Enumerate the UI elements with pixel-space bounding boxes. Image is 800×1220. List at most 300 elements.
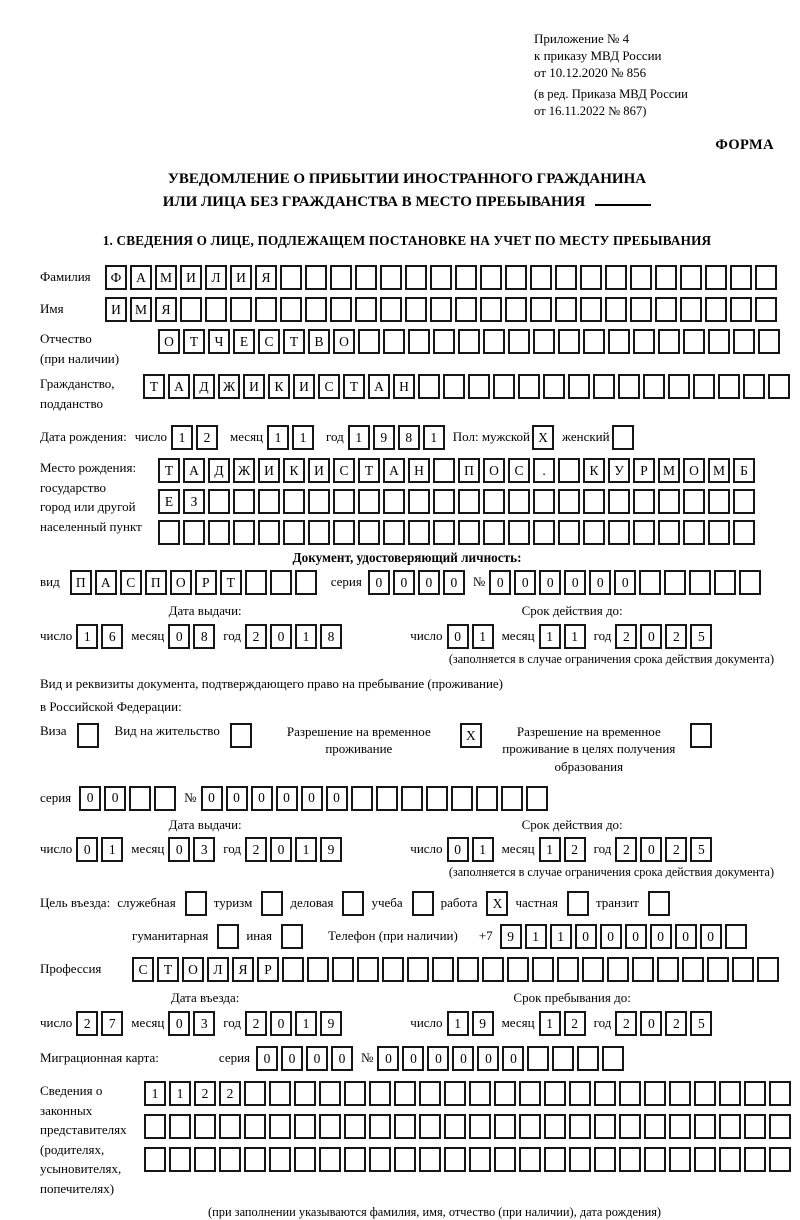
citizenship-cell[interactable]: Ж (218, 374, 240, 399)
representative-cell[interactable] (744, 1147, 766, 1172)
citizenship-cell[interactable] (518, 374, 540, 399)
birthplace-cell[interactable]: У (608, 458, 630, 483)
representative-cell[interactable] (294, 1114, 316, 1139)
doc-vid-cell[interactable]: А (95, 570, 117, 595)
profession-cell[interactable] (682, 957, 704, 982)
purpose-business-checkbox[interactable] (342, 891, 364, 916)
citizenship-cell[interactable] (693, 374, 715, 399)
phone-digit-cell[interactable]: 0 (600, 924, 622, 949)
passport-valid-year-cell[interactable]: 0 (640, 624, 662, 649)
stay-year-cell[interactable]: 2 (665, 1011, 687, 1036)
name-cell[interactable] (280, 297, 302, 322)
representative-cell[interactable] (769, 1081, 791, 1106)
patronymic-cell[interactable] (733, 329, 755, 354)
patronymic-cell[interactable] (658, 329, 680, 354)
profession-cell[interactable] (607, 957, 629, 982)
stay-day-cell[interactable]: 9 (472, 1011, 494, 1036)
doc-number-cell[interactable] (739, 570, 761, 595)
profession-cell[interactable] (482, 957, 504, 982)
birthplace-cell[interactable] (183, 520, 205, 545)
name-cell[interactable] (505, 297, 527, 322)
phone-digit-cell[interactable]: 0 (575, 924, 597, 949)
citizenship-cell[interactable]: А (368, 374, 390, 399)
representative-cell[interactable] (169, 1147, 191, 1172)
residence-number-cell[interactable] (526, 786, 548, 811)
representative-cell[interactable] (144, 1147, 166, 1172)
name-cell[interactable] (530, 297, 552, 322)
name-cell[interactable] (555, 297, 577, 322)
migration-number-cell[interactable] (602, 1046, 624, 1071)
phone-digit-cell[interactable]: 9 (500, 924, 522, 949)
profession-cell[interactable] (382, 957, 404, 982)
representative-cell[interactable] (469, 1114, 491, 1139)
surname-cell[interactable] (555, 265, 577, 290)
birthplace-cell[interactable]: Б (733, 458, 755, 483)
passport-issue-month-cell[interactable]: 8 (193, 624, 215, 649)
birthplace-cell[interactable] (433, 520, 455, 545)
representative-cell[interactable] (269, 1147, 291, 1172)
name-cell[interactable] (705, 297, 727, 322)
birthplace-cell[interactable] (208, 489, 230, 514)
representative-cell[interactable] (344, 1147, 366, 1172)
entry-month-cell[interactable]: 3 (193, 1011, 215, 1036)
birthplace-cell[interactable] (358, 520, 380, 545)
birthplace-cell[interactable] (683, 520, 705, 545)
migration-number-cell[interactable]: 0 (452, 1046, 474, 1071)
representative-cell[interactable] (519, 1114, 541, 1139)
birthplace-cell[interactable] (208, 520, 230, 545)
representative-cell[interactable] (494, 1114, 516, 1139)
surname-cell[interactable] (705, 265, 727, 290)
migration-number-cell[interactable]: 0 (502, 1046, 524, 1071)
representative-cell[interactable] (419, 1147, 441, 1172)
birthplace-cell[interactable] (308, 489, 330, 514)
residence-issue-year-cell[interactable]: 9 (320, 837, 342, 862)
name-cell[interactable] (230, 297, 252, 322)
representative-cell[interactable] (694, 1081, 716, 1106)
birth-month-cell[interactable]: 1 (292, 425, 314, 450)
passport-issue-day-cell[interactable]: 1 (76, 624, 98, 649)
residence-permit-checkbox[interactable] (230, 723, 252, 748)
surname-cell[interactable] (605, 265, 627, 290)
representative-cell[interactable] (719, 1147, 741, 1172)
surname-cell[interactable] (305, 265, 327, 290)
migration-number-cell[interactable]: 0 (402, 1046, 424, 1071)
citizenship-cell[interactable]: Н (393, 374, 415, 399)
gender-female-checkbox[interactable] (612, 425, 634, 450)
birthplace-cell[interactable]: Н (408, 458, 430, 483)
birthplace-cell[interactable] (633, 489, 655, 514)
doc-vid-cell[interactable]: Р (195, 570, 217, 595)
name-cell[interactable] (255, 297, 277, 322)
purpose-private-checkbox[interactable] (567, 891, 589, 916)
representative-cell[interactable] (369, 1081, 391, 1106)
representative-cell[interactable] (594, 1081, 616, 1106)
doc-vid-cell[interactable]: Т (220, 570, 242, 595)
birthplace-cell[interactable] (558, 520, 580, 545)
representative-cell[interactable] (519, 1147, 541, 1172)
representative-cell[interactable]: 2 (194, 1081, 216, 1106)
surname-cell[interactable]: А (130, 265, 152, 290)
purpose-work-checkbox[interactable]: X (486, 891, 508, 916)
representative-cell[interactable] (194, 1114, 216, 1139)
name-cell[interactable] (655, 297, 677, 322)
citizenship-cell[interactable] (743, 374, 765, 399)
representative-cell[interactable] (669, 1081, 691, 1106)
purpose-official-checkbox[interactable] (185, 891, 207, 916)
representative-cell[interactable] (344, 1081, 366, 1106)
residence-issue-day-cell[interactable]: 0 (76, 837, 98, 862)
visa-checkbox[interactable] (77, 723, 99, 748)
birth-month-cell[interactable]: 1 (267, 425, 289, 450)
doc-number-cell[interactable]: 0 (589, 570, 611, 595)
profession-cell[interactable]: Т (157, 957, 179, 982)
representative-cell[interactable] (544, 1114, 566, 1139)
doc-number-cell[interactable]: 0 (539, 570, 561, 595)
phone-digit-cell[interactable]: 1 (525, 924, 547, 949)
name-cell[interactable] (580, 297, 602, 322)
entry-day-cell[interactable]: 2 (76, 1011, 98, 1036)
phone-digit-cell[interactable]: 0 (700, 924, 722, 949)
profession-cell[interactable]: Л (207, 957, 229, 982)
name-cell[interactable] (205, 297, 227, 322)
entry-year-cell[interactable]: 0 (270, 1011, 292, 1036)
birthplace-cell[interactable] (258, 520, 280, 545)
representative-cell[interactable] (569, 1114, 591, 1139)
representative-cell[interactable] (319, 1147, 341, 1172)
representative-cell[interactable] (669, 1114, 691, 1139)
birthplace-cell[interactable] (233, 489, 255, 514)
entry-year-cell[interactable]: 2 (245, 1011, 267, 1036)
name-cell[interactable] (730, 297, 752, 322)
representative-cell[interactable] (269, 1114, 291, 1139)
surname-cell[interactable] (455, 265, 477, 290)
doc-number-cell[interactable]: 0 (614, 570, 636, 595)
name-cell[interactable] (180, 297, 202, 322)
birthplace-cell[interactable] (583, 489, 605, 514)
passport-valid-year-cell[interactable]: 2 (665, 624, 687, 649)
birthplace-cell[interactable] (258, 489, 280, 514)
patronymic-cell[interactable]: Т (283, 329, 305, 354)
birthplace-cell[interactable]: А (383, 458, 405, 483)
surname-cell[interactable] (630, 265, 652, 290)
doc-series-cell[interactable]: 0 (418, 570, 440, 595)
representative-cell[interactable] (369, 1147, 391, 1172)
name-cell[interactable] (330, 297, 352, 322)
citizenship-cell[interactable] (468, 374, 490, 399)
profession-cell[interactable] (557, 957, 579, 982)
name-cell[interactable] (680, 297, 702, 322)
birthplace-cell[interactable]: А (183, 458, 205, 483)
birthplace-cell[interactable] (233, 520, 255, 545)
residence-valid-year-cell[interactable]: 2 (615, 837, 637, 862)
patronymic-cell[interactable]: О (158, 329, 180, 354)
citizenship-cell[interactable] (493, 374, 515, 399)
birthplace-cell[interactable] (658, 520, 680, 545)
passport-valid-day-cell[interactable]: 0 (447, 624, 469, 649)
stay-day-cell[interactable]: 1 (447, 1011, 469, 1036)
residence-valid-day-cell[interactable]: 0 (447, 837, 469, 862)
name-cell[interactable]: И (105, 297, 127, 322)
representative-cell[interactable]: 1 (144, 1081, 166, 1106)
birth-day-cell[interactable]: 2 (196, 425, 218, 450)
passport-valid-year-cell[interactable]: 2 (615, 624, 637, 649)
surname-cell[interactable] (530, 265, 552, 290)
doc-number-cell[interactable] (689, 570, 711, 595)
patronymic-cell[interactable] (558, 329, 580, 354)
profession-cell[interactable]: С (132, 957, 154, 982)
surname-cell[interactable] (380, 265, 402, 290)
citizenship-cell[interactable] (718, 374, 740, 399)
birthplace-cell[interactable]: С (333, 458, 355, 483)
birthplace-cell[interactable] (633, 520, 655, 545)
representative-cell[interactable] (769, 1114, 791, 1139)
representative-cell[interactable] (694, 1147, 716, 1172)
gender-male-checkbox[interactable]: X (532, 425, 554, 450)
birthplace-cell[interactable]: О (483, 458, 505, 483)
doc-vid-cell[interactable]: О (170, 570, 192, 595)
citizenship-cell[interactable] (418, 374, 440, 399)
patronymic-cell[interactable] (483, 329, 505, 354)
migration-number-cell[interactable]: 0 (477, 1046, 499, 1071)
birthplace-cell[interactable] (608, 520, 630, 545)
stay-month-cell[interactable]: 2 (564, 1011, 586, 1036)
birthplace-cell[interactable] (408, 489, 430, 514)
residence-issue-month-cell[interactable]: 3 (193, 837, 215, 862)
representative-cell[interactable]: 1 (169, 1081, 191, 1106)
patronymic-cell[interactable] (408, 329, 430, 354)
birthplace-cell[interactable] (708, 489, 730, 514)
entry-day-cell[interactable]: 7 (101, 1011, 123, 1036)
residence-issue-month-cell[interactable]: 0 (168, 837, 190, 862)
citizenship-cell[interactable] (668, 374, 690, 399)
migration-number-cell[interactable] (577, 1046, 599, 1071)
doc-vid-cell[interactable] (245, 570, 267, 595)
surname-cell[interactable] (730, 265, 752, 290)
patronymic-cell[interactable]: В (308, 329, 330, 354)
birthplace-cell[interactable]: И (308, 458, 330, 483)
profession-cell[interactable] (457, 957, 479, 982)
doc-number-cell[interactable] (639, 570, 661, 595)
birthplace-cell[interactable]: Т (358, 458, 380, 483)
residence-number-cell[interactable] (401, 786, 423, 811)
purpose-humanitarian-checkbox[interactable] (217, 924, 239, 949)
representative-cell[interactable] (494, 1147, 516, 1172)
passport-issue-year-cell[interactable]: 1 (295, 624, 317, 649)
birthplace-cell[interactable]: И (258, 458, 280, 483)
representative-cell[interactable] (219, 1114, 241, 1139)
representative-cell[interactable] (719, 1114, 741, 1139)
birthplace-cell[interactable]: Д (208, 458, 230, 483)
surname-cell[interactable] (430, 265, 452, 290)
stay-month-cell[interactable]: 1 (539, 1011, 561, 1036)
citizenship-cell[interactable]: К (268, 374, 290, 399)
representative-cell[interactable] (644, 1147, 666, 1172)
residence-number-cell[interactable]: 0 (226, 786, 248, 811)
doc-vid-cell[interactable]: П (145, 570, 167, 595)
phone-digit-cell[interactable]: 0 (675, 924, 697, 949)
residence-issue-year-cell[interactable]: 1 (295, 837, 317, 862)
birthplace-cell[interactable] (283, 520, 305, 545)
birthplace-cell[interactable]: Ж (233, 458, 255, 483)
representative-cell[interactable] (444, 1081, 466, 1106)
representative-cell[interactable] (619, 1147, 641, 1172)
citizenship-cell[interactable]: Т (343, 374, 365, 399)
citizenship-cell[interactable] (543, 374, 565, 399)
surname-cell[interactable] (680, 265, 702, 290)
phone-digit-cell[interactable]: 0 (650, 924, 672, 949)
representative-cell[interactable] (569, 1147, 591, 1172)
residence-valid-month-cell[interactable]: 2 (564, 837, 586, 862)
purpose-tourism-checkbox[interactable] (261, 891, 283, 916)
representative-cell[interactable] (594, 1114, 616, 1139)
birthplace-cell[interactable] (433, 489, 455, 514)
representative-cell[interactable] (394, 1147, 416, 1172)
doc-series-cell[interactable]: 0 (393, 570, 415, 595)
residence-number-cell[interactable] (426, 786, 448, 811)
profession-cell[interactable] (657, 957, 679, 982)
birth-year-cell[interactable]: 1 (348, 425, 370, 450)
doc-number-cell[interactable]: 0 (514, 570, 536, 595)
patronymic-cell[interactable] (758, 329, 780, 354)
citizenship-cell[interactable]: С (318, 374, 340, 399)
surname-cell[interactable]: Л (205, 265, 227, 290)
doc-vid-cell[interactable] (270, 570, 292, 595)
passport-valid-year-cell[interactable]: 5 (690, 624, 712, 649)
birthplace-cell[interactable] (358, 489, 380, 514)
residence-valid-year-cell[interactable]: 2 (665, 837, 687, 862)
surname-cell[interactable]: М (155, 265, 177, 290)
birthplace-cell[interactable] (333, 489, 355, 514)
migration-number-cell[interactable] (527, 1046, 549, 1071)
doc-number-cell[interactable]: 0 (564, 570, 586, 595)
doc-series-cell[interactable]: 0 (443, 570, 465, 595)
profession-cell[interactable] (507, 957, 529, 982)
surname-cell[interactable] (330, 265, 352, 290)
profession-cell[interactable] (332, 957, 354, 982)
birthplace-cell[interactable]: Е (158, 489, 180, 514)
birthplace-cell[interactable] (458, 520, 480, 545)
entry-year-cell[interactable]: 1 (295, 1011, 317, 1036)
phone-digit-cell[interactable] (725, 924, 747, 949)
profession-cell[interactable]: О (182, 957, 204, 982)
representative-cell[interactable] (569, 1081, 591, 1106)
citizenship-cell[interactable] (568, 374, 590, 399)
surname-cell[interactable]: Я (255, 265, 277, 290)
citizenship-cell[interactable] (768, 374, 790, 399)
representative-cell[interactable] (669, 1147, 691, 1172)
birthplace-cell[interactable] (483, 520, 505, 545)
representative-cell[interactable] (369, 1114, 391, 1139)
birthplace-cell[interactable] (608, 489, 630, 514)
surname-cell[interactable] (480, 265, 502, 290)
birthplace-cell[interactable] (533, 489, 555, 514)
migration-number-cell[interactable] (552, 1046, 574, 1071)
representative-cell[interactable] (444, 1114, 466, 1139)
birthplace-cell[interactable] (683, 489, 705, 514)
residence-valid-year-cell[interactable]: 0 (640, 837, 662, 862)
migration-number-cell[interactable]: 0 (427, 1046, 449, 1071)
birthplace-cell[interactable]: М (708, 458, 730, 483)
passport-valid-month-cell[interactable]: 1 (564, 624, 586, 649)
name-cell[interactable] (380, 297, 402, 322)
purpose-study-checkbox[interactable] (412, 891, 434, 916)
profession-cell[interactable] (582, 957, 604, 982)
entry-month-cell[interactable]: 0 (168, 1011, 190, 1036)
residence-number-cell[interactable] (476, 786, 498, 811)
birthplace-cell[interactable] (408, 520, 430, 545)
representative-cell[interactable] (444, 1147, 466, 1172)
residence-series-cell[interactable]: 0 (79, 786, 101, 811)
birthplace-cell[interactable] (658, 489, 680, 514)
patronymic-cell[interactable]: С (258, 329, 280, 354)
representative-cell[interactable] (519, 1081, 541, 1106)
name-cell[interactable] (755, 297, 777, 322)
representative-cell[interactable] (169, 1114, 191, 1139)
birthplace-cell[interactable]: П (458, 458, 480, 483)
passport-issue-day-cell[interactable]: 6 (101, 624, 123, 649)
profession-cell[interactable] (357, 957, 379, 982)
representative-cell[interactable] (344, 1114, 366, 1139)
name-cell[interactable] (305, 297, 327, 322)
doc-vid-cell[interactable]: П (70, 570, 92, 595)
surname-cell[interactable]: И (180, 265, 202, 290)
birth-year-cell[interactable]: 8 (398, 425, 420, 450)
patronymic-cell[interactable] (533, 329, 555, 354)
birth-year-cell[interactable]: 1 (423, 425, 445, 450)
profession-cell[interactable] (307, 957, 329, 982)
patronymic-cell[interactable] (633, 329, 655, 354)
birthplace-cell[interactable] (383, 489, 405, 514)
birthplace-cell[interactable] (483, 489, 505, 514)
surname-cell[interactable]: Ф (105, 265, 127, 290)
stay-year-cell[interactable]: 2 (615, 1011, 637, 1036)
doc-vid-cell[interactable] (295, 570, 317, 595)
stay-year-cell[interactable]: 0 (640, 1011, 662, 1036)
name-cell[interactable] (430, 297, 452, 322)
birthplace-cell[interactable]: К (283, 458, 305, 483)
representative-cell[interactable] (319, 1081, 341, 1106)
temp-residence-education-checkbox[interactable] (690, 723, 712, 748)
representative-cell[interactable] (294, 1147, 316, 1172)
purpose-other-checkbox[interactable] (281, 924, 303, 949)
birthplace-cell[interactable] (283, 489, 305, 514)
passport-issue-year-cell[interactable]: 0 (270, 624, 292, 649)
profession-cell[interactable] (407, 957, 429, 982)
birthplace-cell[interactable] (158, 520, 180, 545)
name-cell[interactable] (405, 297, 427, 322)
temp-residence-checkbox[interactable]: X (460, 723, 482, 748)
patronymic-cell[interactable] (708, 329, 730, 354)
doc-number-cell[interactable] (714, 570, 736, 595)
representative-cell[interactable] (419, 1081, 441, 1106)
representative-cell[interactable] (744, 1114, 766, 1139)
representative-cell[interactable] (619, 1114, 641, 1139)
surname-cell[interactable] (655, 265, 677, 290)
doc-number-cell[interactable]: 0 (489, 570, 511, 595)
residence-number-cell[interactable]: 0 (251, 786, 273, 811)
residence-number-cell[interactable]: 0 (201, 786, 223, 811)
representative-cell[interactable]: 2 (219, 1081, 241, 1106)
representative-cell[interactable] (769, 1147, 791, 1172)
doc-number-cell[interactable] (664, 570, 686, 595)
representative-cell[interactable] (694, 1114, 716, 1139)
birthplace-cell[interactable]: . (533, 458, 555, 483)
patronymic-cell[interactable] (433, 329, 455, 354)
citizenship-cell[interactable] (443, 374, 465, 399)
passport-valid-month-cell[interactable]: 1 (539, 624, 561, 649)
birthplace-cell[interactable] (458, 489, 480, 514)
